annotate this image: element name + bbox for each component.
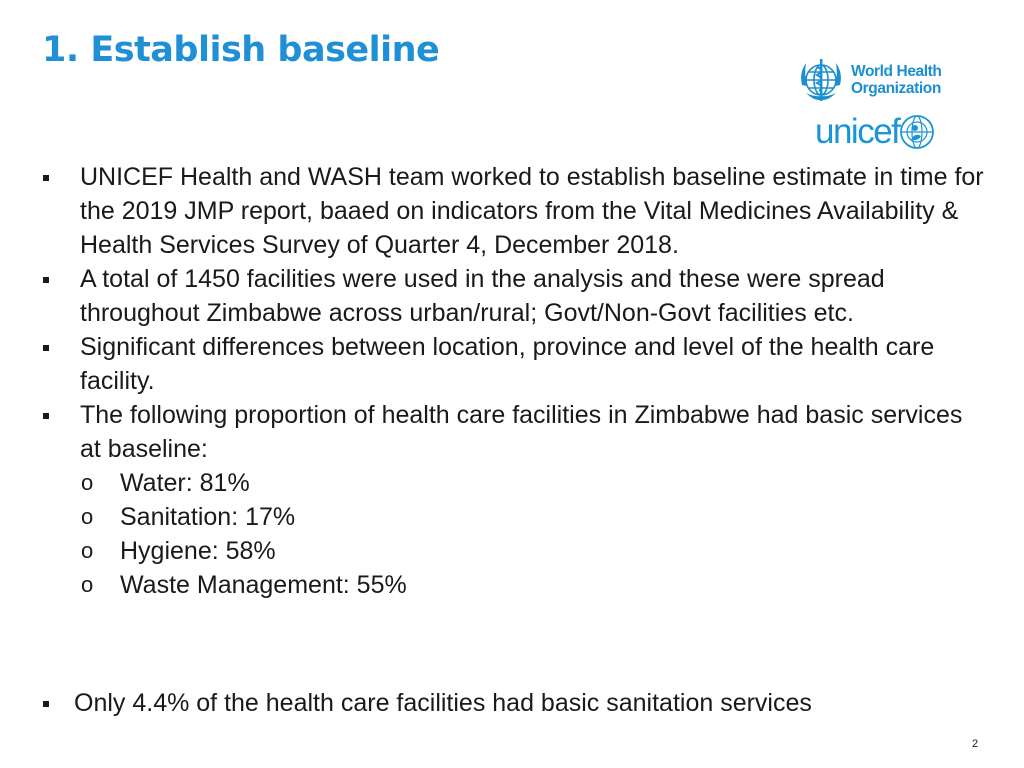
bullet-text: Only 4.4% of the health care facilities had basic sanitation services <box>74 689 812 717</box>
bullet-item <box>40 686 812 720</box>
circle-bullet-icon: o <box>81 572 94 597</box>
final-bullet-list <box>40 686 812 720</box>
bullet-text: UNICEF Health and WASH team worked to establish baseline estimate in time for the 2019 JMP report, baaed on indicators from the Vital Medicines Availability & Health Services Survey of Quarter 4, December 2018. <box>80 163 984 259</box>
bullet-text: The following proportion of health care facilities in Zimbabwe had basic services at baseline: <box>80 401 963 463</box>
unicef-logo <box>815 112 935 152</box>
circle-bullet-icon: o <box>81 504 94 529</box>
sub-bullet-text: Sanitation: 17% <box>120 503 296 531</box>
unicef-wordmark: unicef <box>815 112 900 151</box>
square-bullet-icon <box>43 175 49 181</box>
who-logo <box>796 54 956 106</box>
unicef-emblem-icon <box>899 114 935 150</box>
sub-bullet-text: Waste Management: 55% <box>120 571 407 599</box>
who-name-line2: Organization <box>851 80 941 97</box>
bullet-item <box>40 160 990 262</box>
bullet-text: Significant differences between location, province and level of the health care facility. <box>80 333 935 395</box>
sub-bullet-text: Water: 81% <box>120 469 250 497</box>
page-number: 2 <box>972 738 979 750</box>
square-bullet-icon <box>43 345 49 351</box>
sub-bullet-item <box>40 534 990 568</box>
bullet-item <box>40 330 990 398</box>
bullet-item <box>40 398 990 466</box>
bullet-list <box>40 160 990 602</box>
sub-bullet-item <box>40 568 990 602</box>
circle-bullet-icon: o <box>81 538 94 563</box>
square-bullet-icon <box>43 701 49 707</box>
circle-bullet-icon: o <box>81 470 94 495</box>
who-emblem-icon <box>796 55 846 105</box>
square-bullet-icon <box>43 413 49 419</box>
sub-bullet-text: Hygiene: 58% <box>120 537 276 565</box>
sub-bullet-item <box>40 466 990 500</box>
slide-title: 1. Establish baseline <box>42 30 440 70</box>
bullet-item <box>40 262 990 330</box>
who-name-line1: World Health <box>851 63 942 80</box>
sub-bullet-item <box>40 500 990 534</box>
square-bullet-icon <box>43 277 49 283</box>
bullet-text: A total of 1450 facilities were used in the analysis and these were spread throughout Zimbabwe across urban/rural; Govt/Non-Govt facilities etc. <box>80 265 885 327</box>
